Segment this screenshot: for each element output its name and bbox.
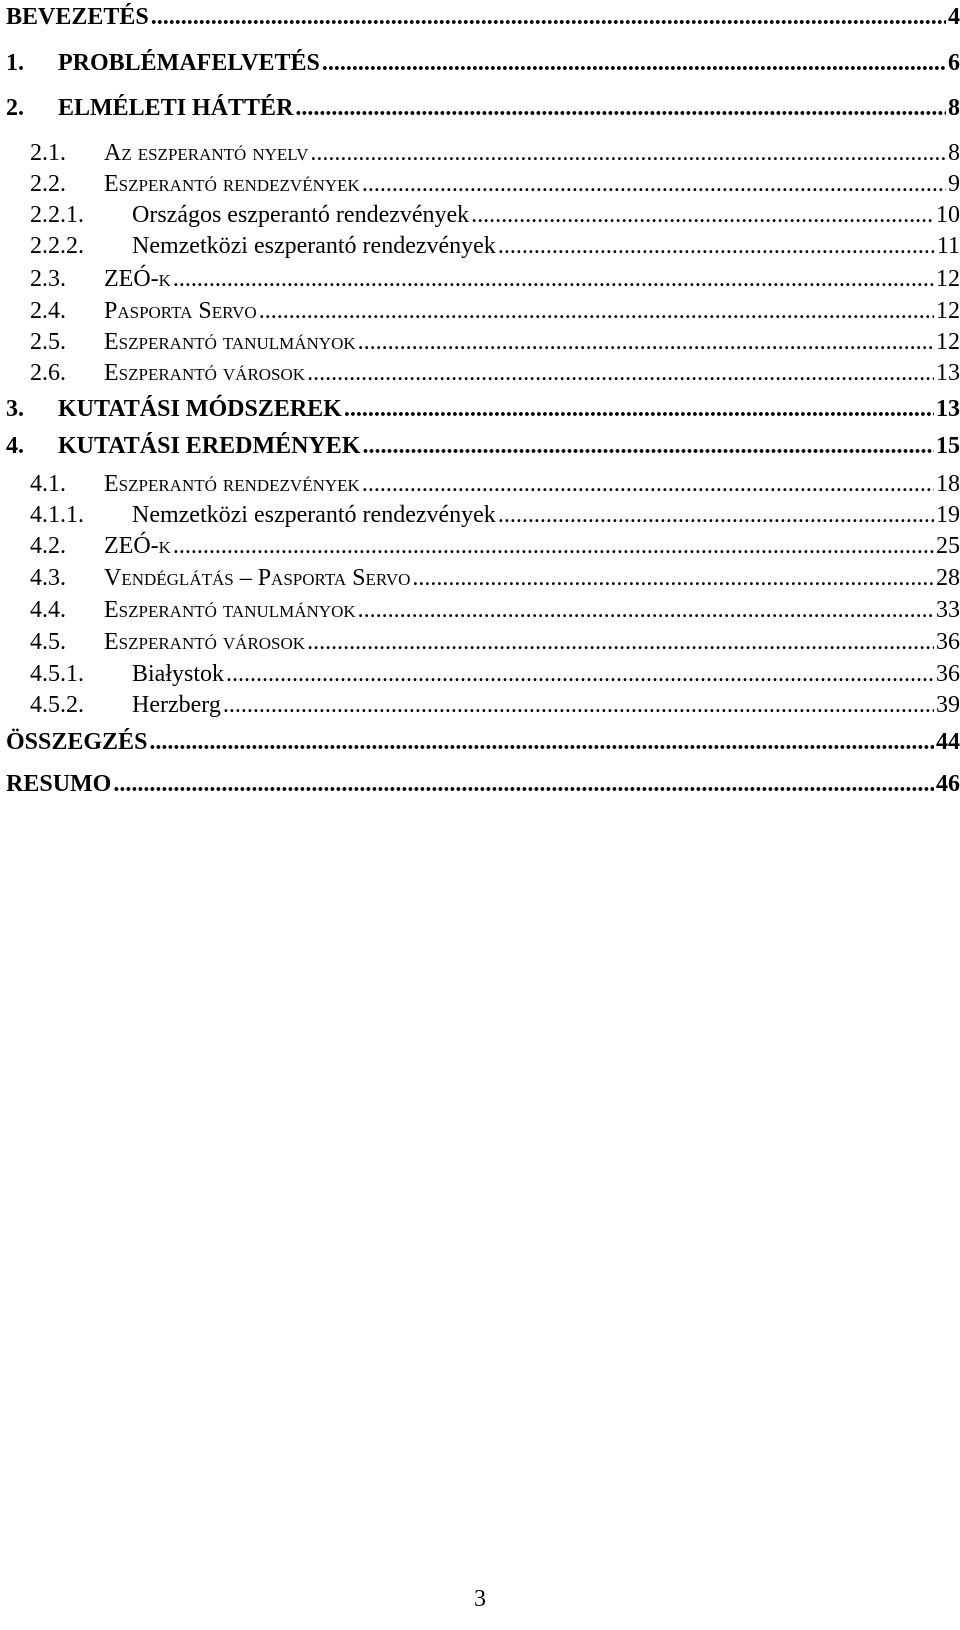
toc-entry-title: ÖSSZEGZÉS <box>6 729 148 755</box>
toc-entry[interactable] <box>6 294 960 328</box>
toc-entry[interactable] <box>6 467 960 501</box>
toc-entry[interactable] <box>6 325 960 359</box>
toc-entry-page: 4 <box>948 4 960 30</box>
toc-entry[interactable] <box>6 262 960 296</box>
toc-entry-page: 8 <box>948 140 960 166</box>
toc-entry-title: PROBLÉMAFELVETÉS <box>58 50 320 76</box>
toc-dot-leader <box>362 167 946 201</box>
toc-entry[interactable] <box>6 167 960 201</box>
toc-entry-number: 2.2.1. <box>30 202 84 228</box>
toc-entry-title: KUTATÁSI EREDMÉNYEK <box>58 433 361 459</box>
toc-entry-title: Eszperantó rendezvények <box>104 171 360 197</box>
toc-entry[interactable] <box>6 91 960 125</box>
toc-entry-number: 4. <box>6 433 24 459</box>
toc-entry-number: 4.5. <box>30 629 66 655</box>
toc-entry-title: KUTATÁSI MÓDSZEREK <box>58 396 342 422</box>
toc-dot-leader <box>498 498 934 532</box>
toc-entry-page: 18 <box>936 471 960 497</box>
toc-entry-number: 2.1. <box>30 140 66 166</box>
toc-entry-page: 6 <box>948 50 960 76</box>
toc-entry[interactable] <box>6 136 960 170</box>
toc-entry[interactable] <box>6 657 960 691</box>
toc-entry-number: 2.2. <box>30 171 66 197</box>
toc-entry[interactable] <box>6 625 960 659</box>
toc-dot-leader <box>259 294 934 328</box>
toc-entry[interactable] <box>6 561 960 595</box>
toc-entry-title: Nemzetközi eszperantó rendezvények <box>132 233 496 259</box>
toc-dot-leader <box>295 91 946 125</box>
toc-entry[interactable] <box>6 392 960 426</box>
toc-entry-number: 2.2.2. <box>30 233 84 259</box>
toc-entry-page: 44 <box>936 729 960 755</box>
toc-entry-page: 11 <box>936 233 960 259</box>
toc-entry-number: 4.4. <box>30 597 66 623</box>
toc-entry-page: 33 <box>936 597 960 623</box>
toc-entry-number: 2. <box>6 95 24 121</box>
toc-entry-number: 3. <box>6 396 24 422</box>
toc-entry-title: BEVEZETÉS <box>6 4 149 30</box>
toc-entry[interactable] <box>6 593 960 627</box>
toc-entry-page: 8 <box>948 95 960 121</box>
toc-entry-page: 28 <box>936 565 960 591</box>
toc-entry[interactable] <box>6 498 960 532</box>
toc-dot-leader <box>149 725 934 759</box>
toc-entry-number: 2.3. <box>30 266 66 292</box>
toc-entry-number: 4.5.1. <box>30 661 84 687</box>
toc-dot-leader <box>173 262 934 296</box>
toc-entry-page: 13 <box>936 396 960 422</box>
toc-entry-title: Országos eszperantó rendezvények <box>132 202 470 228</box>
toc-entry-title: Pasporta Servo <box>104 298 257 324</box>
toc-entry-title: Nemzetközi eszperantó rendezvények <box>132 502 496 528</box>
toc-entry-page: 19 <box>936 502 960 528</box>
toc-entry-number: 1. <box>6 50 24 76</box>
toc-dot-leader <box>307 625 934 659</box>
toc-entry-title: RESUMO <box>6 771 112 797</box>
toc-entry-title: Herzberg <box>132 692 221 718</box>
toc-entry-number: 2.5. <box>30 329 66 355</box>
toc-entry-page: 46 <box>936 771 960 797</box>
toc-entry-title: Vendéglátás – Pasporta Servo <box>104 565 411 591</box>
toc-dot-leader <box>226 657 934 691</box>
toc-entry-page: 10 <box>936 202 960 228</box>
toc-entry-number: 4.5.2. <box>30 692 84 718</box>
toc-entry-number: 4.1.1. <box>30 502 84 528</box>
toc-entry-title: Az eszperantó nyelv <box>104 140 309 166</box>
toc-entry-title: Eszperantó városok <box>104 629 306 655</box>
toc-dot-leader <box>322 46 946 80</box>
toc-entry-page: 12 <box>936 298 960 324</box>
toc-dot-leader <box>151 0 946 34</box>
toc-entry[interactable] <box>6 725 960 759</box>
toc-dot-leader <box>362 429 934 463</box>
toc-entry-title: Eszperantó tanulmányok <box>104 597 356 623</box>
toc-entry-page: 13 <box>936 360 960 386</box>
toc-dot-leader <box>113 767 934 801</box>
toc-entry-page: 12 <box>936 329 960 355</box>
toc-entry-page: 9 <box>948 171 960 197</box>
toc-dot-leader <box>344 392 934 426</box>
toc-dot-leader <box>310 136 946 170</box>
toc-entry[interactable] <box>6 356 960 390</box>
toc-entry-title: ELMÉLETI HÁTTÉR <box>58 95 294 121</box>
toc-entry-page: 36 <box>936 661 960 687</box>
toc-entry-number: 4.3. <box>30 565 66 591</box>
toc-entry-page: 12 <box>936 266 960 292</box>
toc-entry-page: 39 <box>936 692 960 718</box>
toc-entry-number: 2.6. <box>30 360 66 386</box>
toc-entry-title: ZEÓ-k <box>104 266 171 292</box>
toc-entry-title: Eszperantó tanulmányok <box>104 329 356 355</box>
toc-entry[interactable] <box>6 46 960 80</box>
toc-dot-leader <box>358 325 934 359</box>
toc-entry[interactable] <box>6 529 960 563</box>
toc-entry[interactable] <box>6 767 960 801</box>
toc-entry[interactable] <box>6 0 960 34</box>
toc-dot-leader <box>498 229 935 263</box>
toc-dot-leader <box>358 593 934 627</box>
toc-dot-leader <box>412 561 934 595</box>
toc-dot-leader <box>362 467 934 501</box>
toc-entry-title: ZEÓ-k <box>104 533 171 559</box>
toc-entry[interactable] <box>6 429 960 463</box>
toc-dot-leader <box>307 356 934 390</box>
toc-entry-title: Eszperantó rendezvények <box>104 471 360 497</box>
toc-entry-title: Białystok <box>132 661 225 687</box>
toc-entry-page: 25 <box>936 533 960 559</box>
toc-dot-leader <box>223 688 934 722</box>
toc-entry[interactable] <box>6 688 960 722</box>
toc-entry-page: 15 <box>936 433 960 459</box>
toc-entry-number: 2.4. <box>30 298 66 324</box>
page-number: 3 <box>474 1586 486 1612</box>
toc-entry-page: 36 <box>936 629 960 655</box>
toc-entry-title: Eszperantó városok <box>104 360 306 386</box>
toc-entry[interactable] <box>6 198 960 232</box>
toc-entry-number: 4.2. <box>30 533 66 559</box>
toc-dot-leader <box>471 198 934 232</box>
toc-entry[interactable] <box>6 229 960 263</box>
toc-entry-number: 4.1. <box>30 471 66 497</box>
toc-dot-leader <box>173 529 934 563</box>
